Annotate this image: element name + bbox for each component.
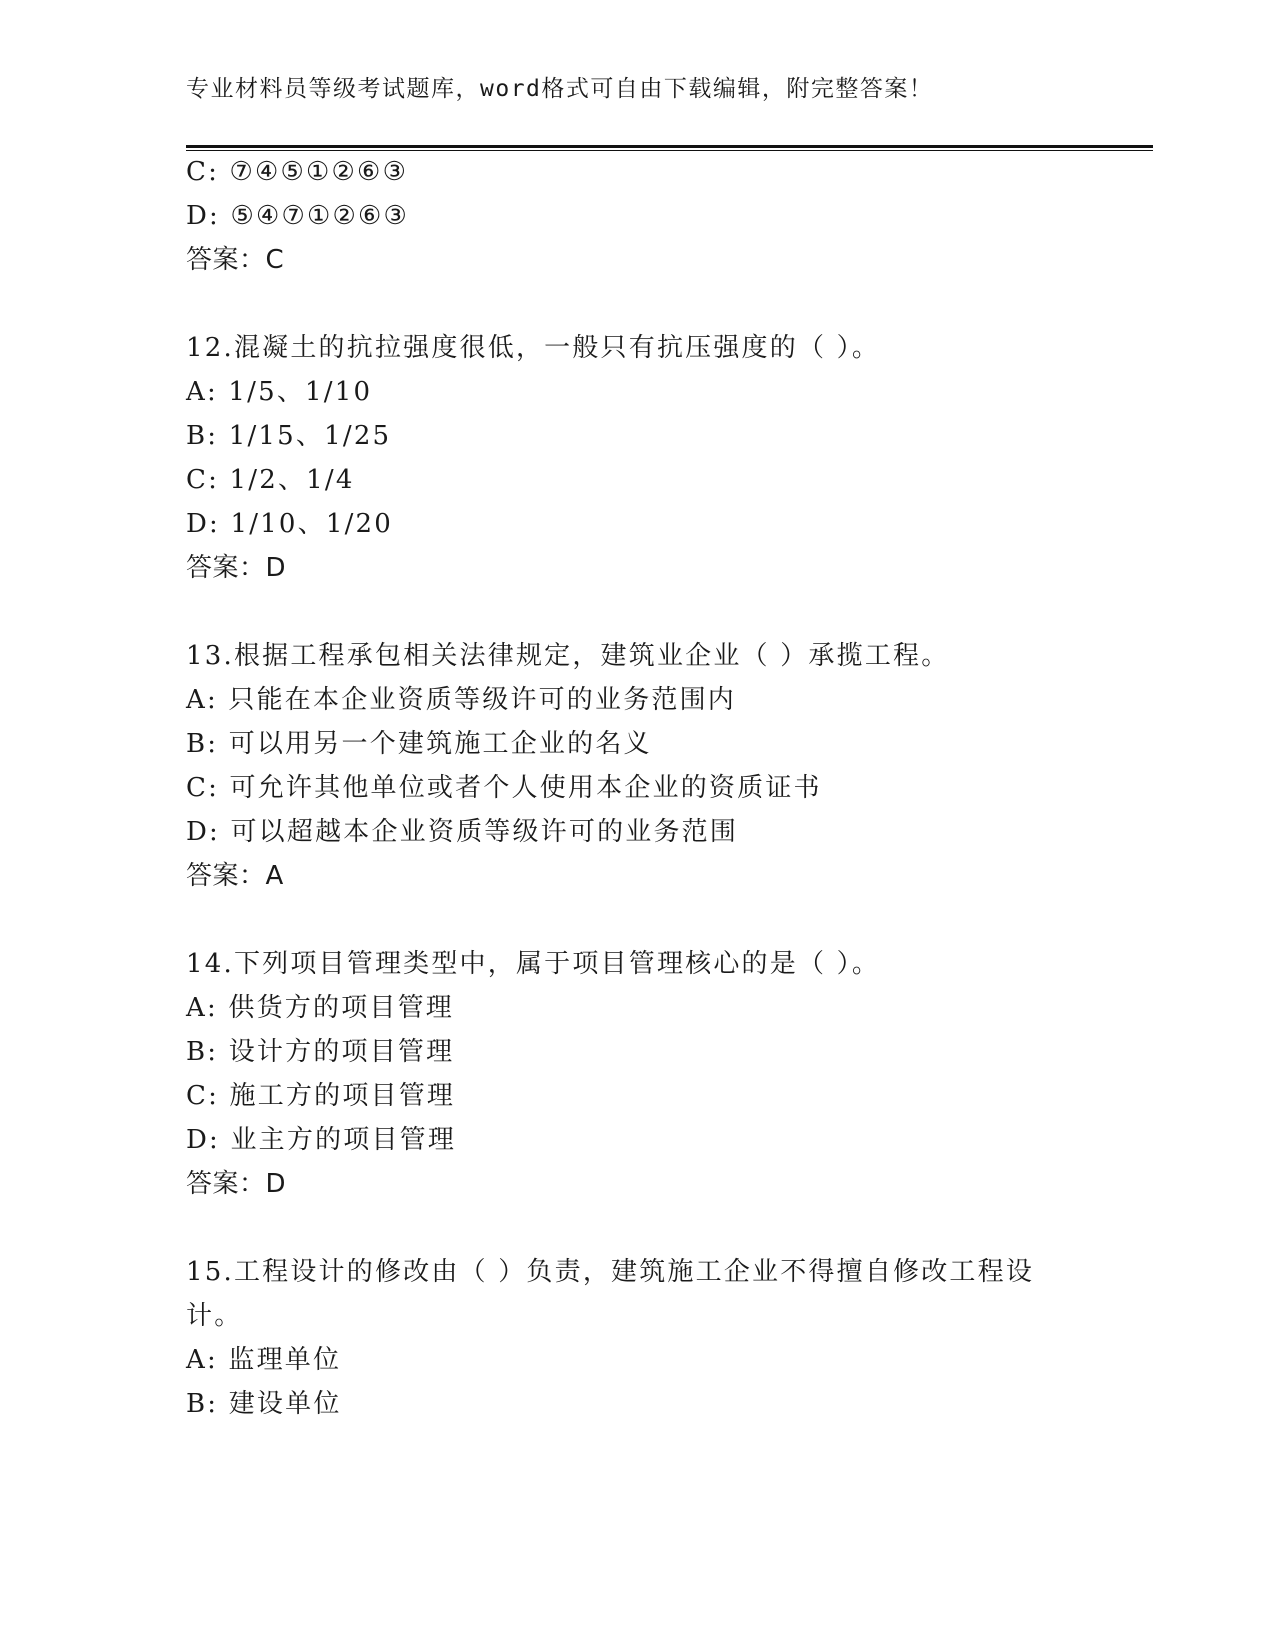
option-line: D: 1/10、1/20	[186, 509, 394, 539]
option-line: C: 1/2、1/4	[186, 465, 355, 495]
option-line: A: 1/5、1/10	[186, 377, 373, 407]
option-line: C: 可允许其他单位或者个人使用本企业的资质证书	[186, 773, 822, 803]
option-line: B: 可以用另一个建筑施工企业的名义	[186, 729, 652, 759]
option-line: C: ⑦④⑤①②⑥③	[186, 157, 409, 187]
header-rule-thick	[186, 145, 1153, 148]
option-line: D: ⑤④⑦①②⑥③	[186, 201, 410, 231]
option-line: B: 建设单位	[186, 1389, 342, 1419]
option-line: B: 1/15、1/25	[186, 421, 392, 451]
question-stem: 14.下列项目管理类型中，属于项目管理核心的是（ ）。	[186, 949, 881, 979]
question-stem-continued: 计。	[186, 1301, 243, 1331]
option-line: C: 施工方的项目管理	[186, 1081, 456, 1111]
option-line: A: 监理单位	[186, 1345, 342, 1375]
answer-line: 答案：C	[186, 245, 285, 275]
option-line: A: 供货方的项目管理	[186, 993, 455, 1023]
answer-line: 答案：A	[186, 861, 284, 891]
page-header: 专业材料员等级考试题库，word格式可自由下载编辑，附完整答案！	[186, 76, 934, 102]
answer-line: 答案：D	[186, 553, 287, 583]
answer-line: 答案：D	[186, 1169, 287, 1199]
question-stem: 15.工程设计的修改由（ ）负责，建筑施工企业不得擅自修改工程设	[186, 1257, 1035, 1287]
question-stem: 12.混凝土的抗拉强度很低，一般只有抗压强度的（ ）。	[186, 333, 881, 363]
option-line: A: 只能在本企业资质等级许可的业务范围内	[186, 685, 737, 715]
option-line: D: 业主方的项目管理	[186, 1125, 457, 1155]
header-rule-thin	[186, 150, 1153, 151]
option-line: D: 可以超越本企业资质等级许可的业务范围	[186, 817, 739, 847]
option-line: B: 设计方的项目管理	[186, 1037, 455, 1067]
question-stem: 13.根据工程承包相关法律规定，建筑业企业（ ）承揽工程。	[186, 641, 950, 671]
